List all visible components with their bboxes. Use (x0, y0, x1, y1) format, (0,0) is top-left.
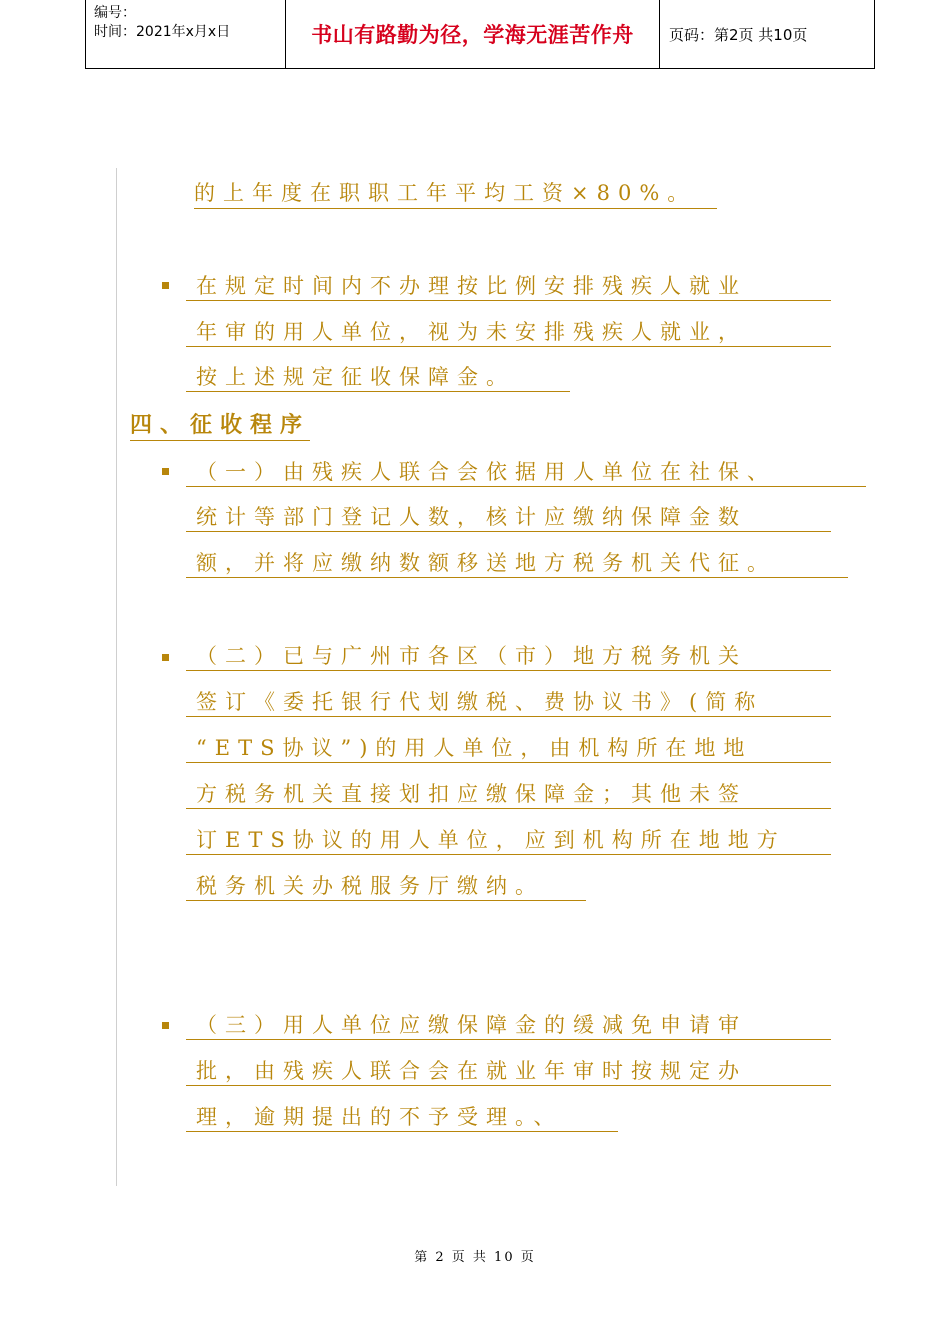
p1-line-1: 在规定时间内不办理按比例安排残疾人就业 (186, 271, 831, 301)
p3-line-2: 签订《委托银行代划缴税、费协议书》(简称 (186, 687, 831, 717)
page-header (85, 0, 875, 69)
p4-line-2: 批，由残疾人联合会在就业年审时按规定办 (186, 1056, 831, 1086)
page-footer: 第 2 页 共 10 页 (414, 1250, 536, 1265)
bullet-icon (162, 654, 169, 661)
header-meta (85, 0, 286, 68)
number-label: 编号： (94, 5, 136, 21)
bullet-icon (162, 1022, 169, 1029)
bullet-icon (162, 468, 169, 475)
p3-line-1: （二）已与广州市各区（市）地方税务机关 (186, 641, 831, 671)
p3-line-6: 税务机关办税服务厅缴纳。 (186, 871, 586, 901)
p4-line-3: 理，逾期提出的不予受理。、 (186, 1102, 618, 1132)
p3-line-4: 方税务机关直接划扣应缴保障金；其他未签 (186, 779, 831, 809)
section-heading: 四、征收程序 (130, 410, 310, 441)
header-motto: 书山有路勤为径，学海无涯苦作舟 (286, 0, 660, 68)
p1-line-2: 年审的用人单位，视为未安排残疾人就业， (186, 317, 831, 347)
header-page-info: 页码：第2页 共10页 (660, 0, 875, 68)
p2-line-2: 统计等部门登记人数，核计应缴纳保障金数 (186, 502, 831, 532)
date-label: 时间：2021年x月x日 (94, 24, 231, 40)
p1-line-3: 按上述规定征收保障金。 (186, 362, 570, 392)
p2-line-1: （一）由残疾人联合会依据用人单位在社保、 (186, 457, 866, 487)
p3-line-5: 订ETS协议的用人单位，应到机构所在地地方 (186, 825, 831, 855)
p4-line-1: （三）用人单位应缴保障金的缓减免申请审 (186, 1010, 831, 1040)
p3-line-3: “ETS协议”)的用人单位，由机构所在地地 (186, 733, 831, 763)
bullet-icon (162, 282, 169, 289)
margin-rule (116, 168, 117, 1186)
p2-line-3: 额，并将应缴纳数额移送地方税务机关代征。 (186, 548, 848, 578)
intro-line: 的上年度在职职工年平均工资×80%。 (194, 178, 717, 209)
